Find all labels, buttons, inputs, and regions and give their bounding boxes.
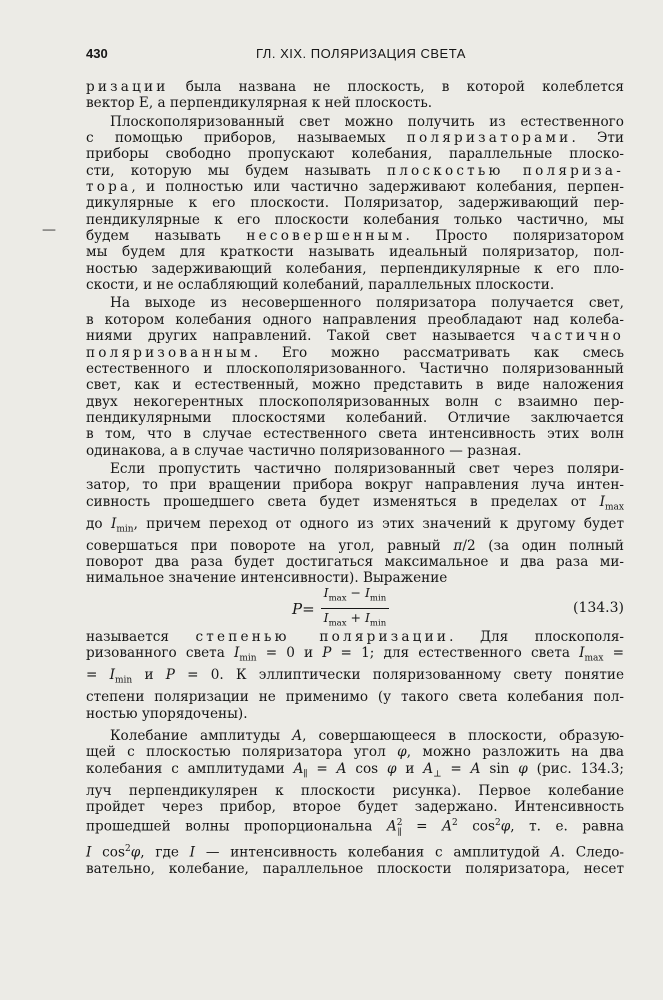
text-line: в том, что в случае естественного света интенсивность этих волн — [86, 426, 624, 443]
text-line: свет, как и естественный, можно представить в виде наложения — [86, 377, 624, 394]
text-line: в котором колебания одного направления преобладают над колеба- — [86, 311, 624, 328]
running-header — [86, 46, 626, 66]
math-symbol: φ — [397, 744, 407, 761]
text-span: = — [441, 760, 471, 777]
paragraph-3 — [86, 295, 624, 458]
text-span: называется — [86, 628, 196, 645]
math-subscript: min — [115, 675, 133, 686]
paragraph-4 — [86, 461, 624, 587]
math-symbol: A — [293, 760, 304, 777]
math-superscript: 2 — [451, 818, 458, 829]
paragraph-2 — [86, 114, 624, 294]
math-subscript: min — [116, 524, 134, 535]
text-line: затор, то при вращении прибора вокруг направления луча интен- — [86, 477, 624, 494]
fraction — [321, 585, 390, 632]
spaced-term: частично — [530, 328, 624, 345]
math-symbol: φ — [518, 760, 528, 777]
math-symbol: A — [386, 818, 397, 835]
spaced-term: степенью поляризации — [195, 628, 450, 645]
text-span: , где — [140, 844, 190, 861]
text-span: была названа не плоскость, в которой колеблется — [168, 79, 624, 95]
text-span: , совершающееся в плоскости, образую- — [302, 727, 625, 744]
paragraph-6 — [86, 728, 624, 877]
text-span: прошедшей волны пропорциональна — [86, 818, 387, 835]
text-line: вательно, колебание, параллельное плоскости поляризатора, несет — [86, 860, 624, 877]
formula — [292, 585, 389, 629]
math-symbol: φ — [386, 760, 397, 777]
math-operator: − — [346, 585, 365, 601]
math-symbol: φ — [130, 844, 141, 861]
text-span: = — [86, 667, 110, 684]
equation-134-3 — [86, 585, 624, 629]
text-span: щей с плоскостью поляризатора угол — [86, 744, 398, 761]
math-symbol: I — [323, 585, 329, 601]
math-symbol: P — [322, 645, 332, 662]
text-span: = — [307, 760, 337, 777]
text-line: естественного и плоскополяризованного. Частично поляризованный — [86, 360, 624, 377]
math-symbol: I — [364, 610, 370, 626]
text-line: пендикулярными плоскостями колебаний. Отличие заключается — [86, 409, 624, 426]
math-symbol: I — [109, 667, 115, 684]
math-symbol: I — [579, 645, 585, 662]
chapter-title: ГЛ. XIX. ПОЛЯРИЗАЦИЯ СВЕТА — [256, 46, 466, 61]
text-span: . Следо- — [560, 844, 624, 861]
math-symbol: A — [550, 844, 561, 861]
math-symbol: A — [442, 818, 452, 835]
math-subscript: max — [584, 653, 604, 664]
text-line: пройдет через прибор, второе будет задержано. Интенсивность — [86, 799, 624, 815]
math-symbol: I — [599, 493, 606, 510]
text-span: (рис. 134.3; — [527, 760, 625, 777]
math-subscript: ∥ — [397, 827, 402, 838]
spaced-term: тора — [86, 179, 132, 196]
math-subscript: max — [328, 593, 347, 604]
spaced-term: несовершенным — [246, 228, 406, 245]
text-span: . Его можно рассматривать как смесь — [253, 344, 624, 361]
math-symbol: I — [110, 515, 117, 532]
math-subscript: ∥ — [303, 769, 308, 780]
text-span: и — [132, 667, 166, 684]
text-span: . Эти — [571, 130, 624, 147]
math-operator: + — [346, 610, 365, 626]
text-span: /2 (за один полный — [462, 537, 624, 554]
text-line: дикулярные к его плоскости. Поляризатор, задерживающий пер- — [86, 195, 624, 212]
text-span: cos — [457, 818, 495, 835]
text-span: = 0 и — [256, 645, 323, 662]
text-span: Колебание амплитуды — [110, 727, 293, 744]
text-span: сивность прошедшего света будет изменяться в пределах от — [86, 493, 600, 510]
text-span: ризованного света — [86, 645, 234, 662]
text-span: , причем переход от одного из этих значений к другому будет — [133, 515, 624, 532]
text-span: = 0. К эллиптически поляризованному свету понятие — [174, 667, 624, 684]
text-span: колебания с амплитудами — [86, 760, 294, 777]
page-number: 430 — [86, 46, 108, 61]
text-span: . Просто поляризатором — [405, 228, 624, 245]
math-symbol: I — [233, 645, 240, 662]
math-subscript: min — [369, 618, 387, 629]
text-span: = 1; для естественного света — [331, 645, 580, 662]
text-span: sin — [480, 760, 519, 777]
math-symbol: I — [364, 585, 370, 601]
text-span: , т. е. равна — [510, 818, 624, 835]
text-span: и — [396, 760, 424, 777]
math-subscript: max — [328, 618, 347, 629]
text-line: На выходе из несовершенного поляризатора получается свет, — [110, 295, 624, 312]
text-span: совершаться при повороте на угол, равный — [86, 537, 454, 554]
text-span: = — [603, 645, 624, 662]
math-symbol: I — [86, 844, 92, 861]
text-line: Плоскополяризованный свет можно получить из естественного — [110, 113, 624, 130]
body-text — [86, 79, 624, 877]
math-symbol: φ — [500, 818, 511, 835]
math-symbol: I — [323, 610, 329, 626]
text-span: . Для плоскополя- — [449, 628, 624, 645]
math-subscript: min — [239, 653, 257, 664]
math-superscript: 2 — [396, 818, 403, 829]
text-line: луч перпендикулярен к плоскости рисунка). Первое колебание — [86, 782, 624, 799]
math-operator: = — [302, 599, 315, 618]
text-line: вектор E, а перпендикулярная к ней плоскость. — [86, 95, 433, 112]
math-symbol: A — [423, 760, 434, 777]
math-symbol: I — [189, 844, 196, 861]
text-line: двух некогерентных плоскополяризованных волн с взаимно пер- — [86, 393, 624, 410]
text-span: = — [401, 818, 443, 835]
math-subscript: ⊥ — [433, 769, 442, 780]
text-span: будем называть — [86, 228, 247, 245]
spaced-term: плоскостью поляриза- — [386, 162, 624, 179]
text-line: ностью задерживающий колебания, перпендикулярные к его пло- — [86, 260, 624, 277]
text-line: ностью упорядочены). — [86, 705, 248, 722]
paragraph-1 — [86, 79, 624, 112]
text-line: нимальное значение интенсивности). Выражение — [86, 570, 448, 587]
text-span: cos — [346, 760, 387, 777]
margin-dash: — — [42, 222, 56, 238]
math-subscript: min — [369, 593, 387, 604]
math-symbol: A — [336, 760, 347, 777]
spaced-term: поляризаторами — [406, 130, 572, 147]
math-superscript: 2 — [124, 843, 131, 854]
fraction-denominator — [321, 609, 390, 632]
math-symbol: A — [292, 727, 303, 744]
fraction-numerator — [321, 585, 390, 609]
text-line: Если пропустить частично поляризованный свет через поляри- — [110, 460, 624, 477]
text-span: — интенсивность колебания с амплитудой — [195, 844, 551, 861]
text-line: пендикулярные к его плоскости колебания только частично, мы — [86, 211, 624, 228]
math-superscript: 2 — [494, 818, 501, 829]
text-span: ниями других направлений. Такой свет называется — [86, 328, 531, 345]
text-line: мы будем для краткости называть идеальный поляризатор, пол- — [86, 244, 624, 261]
text-line: одинакова, а в случае частично поляризованного — разная. — [86, 442, 522, 459]
math-symbol: π — [453, 537, 463, 554]
math-symbol: P — [165, 667, 175, 684]
math-symbol: P — [292, 599, 303, 618]
text-span: до — [86, 515, 111, 532]
text-span: , и полностью или частично задерживают колебания, перпен- — [131, 179, 624, 196]
math-symbol: A — [470, 760, 481, 777]
text-span: , можно разложить на два — [406, 744, 624, 761]
spaced-term: поляризованным — [86, 344, 254, 361]
text-span: cos — [91, 844, 125, 861]
text-line: поворот два раза будет достигаться максимальное и два раза ми- — [86, 554, 624, 571]
text-line: степени поляризации не применимо (у такого света колебания пол- — [86, 689, 624, 706]
equation-number: (134.3) — [572, 599, 624, 616]
text-line: приборы свободно пропускают колебания, параллельные плоско- — [86, 146, 624, 163]
text-span: с помощью приборов, называемых — [86, 130, 407, 147]
spaced-term: ризации — [86, 79, 169, 95]
text-line: скости, и не ослабляющий колебаний, параллельных плоскости. — [86, 277, 555, 294]
math-subscript: max — [605, 502, 624, 513]
paragraph-5 — [86, 629, 624, 722]
text-span: сти, которую мы будем называть — [86, 162, 387, 179]
